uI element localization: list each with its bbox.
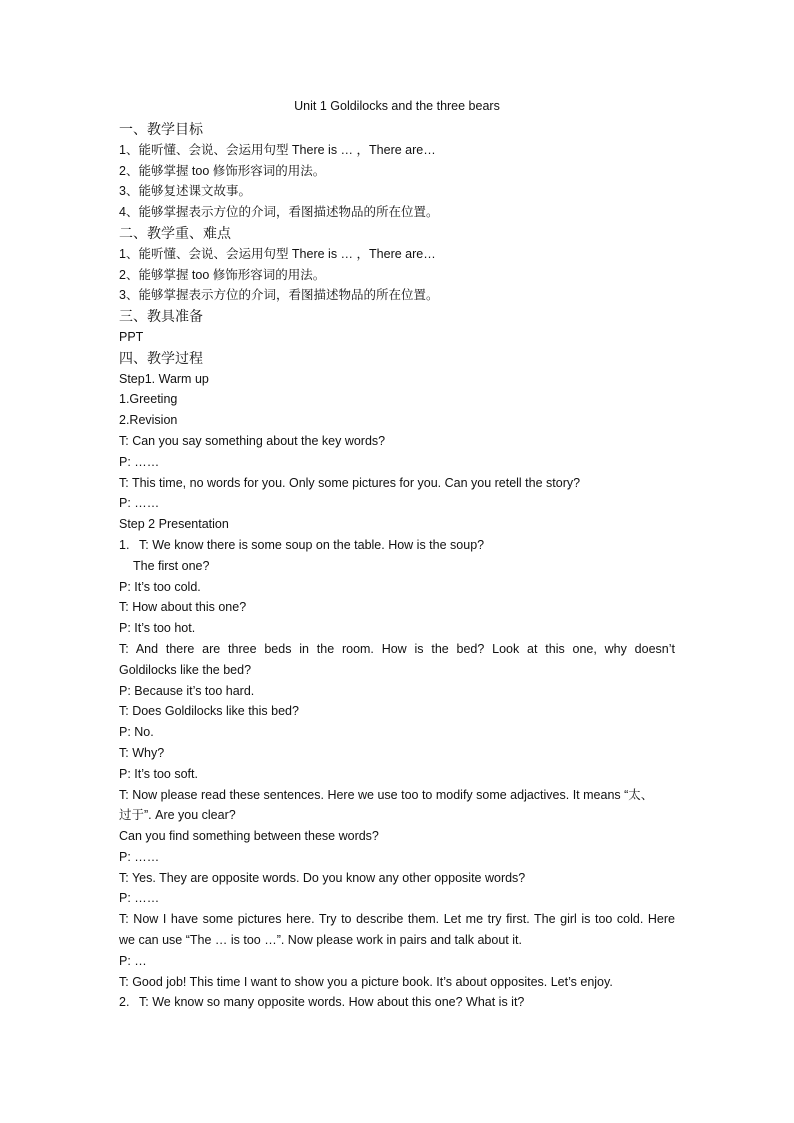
dialogue-line: T: Does Goldilocks like this bed? bbox=[119, 704, 299, 719]
dialogue-line: T: Yes. They are opposite words. Do you know any other opposite words? bbox=[119, 870, 526, 885]
dialogue-line: T: This time, no words for you. Only some pictures for you. Can you retell the story? bbox=[119, 475, 581, 490]
section-heading-materials: 三、教具准备 bbox=[119, 308, 203, 325]
dialogue-line: T: Now I have some pictures here. Try to describe them. Let me try first. The girl is too cold. Here bbox=[119, 912, 675, 927]
dialogue-line: P: …… bbox=[119, 849, 160, 864]
dialogue-line: P: …… bbox=[119, 496, 160, 511]
dialogue-line: P: It’s too soft. bbox=[119, 766, 198, 781]
dialogue-line: P: Because it’s too hard. bbox=[119, 683, 255, 698]
dialogue-line: P: It’s too hot. bbox=[119, 621, 196, 636]
key-point-item: 3、能够掌握表示方位的介词，看图描述物品的所在位置。 bbox=[119, 288, 439, 303]
step-heading: Step1. Warm up bbox=[119, 371, 209, 386]
item-text: T: We know so many opposite words. How about this one? What is it? bbox=[139, 995, 525, 1010]
dialogue-line: we can use “The … is too …”. Now please work in pairs and talk about it. bbox=[119, 933, 522, 948]
dialogue-line: P: No. bbox=[119, 725, 154, 740]
step-heading: Step 2 Presentation bbox=[119, 517, 229, 532]
dialogue-line: T: And there are three beds in the room. How is the bed? Look at this one, why doesn’t bbox=[119, 641, 675, 656]
dialogue-line: T: How about this one? bbox=[119, 600, 247, 615]
procedure-line: 1.Greeting bbox=[119, 392, 178, 407]
dialogue-line: P: …… bbox=[119, 454, 160, 469]
objective-item: 1、能听懂、会说、会运用句型 There is … ，There are… bbox=[119, 142, 436, 157]
item-number: 1. bbox=[119, 537, 130, 552]
dialogue-line: Goldilocks like the bed? bbox=[119, 662, 252, 677]
dialogue-line: Can you find something between these words? bbox=[119, 829, 379, 844]
key-point-item: 2、能够掌握 too 修饰形容词的用法。 bbox=[119, 267, 326, 282]
dialogue-line: T: Good job! This time I want to show you a picture book. It’s about opposites. Let’s enjoy. bbox=[119, 974, 613, 989]
objective-item: 3、能够复述课文故事。 bbox=[119, 184, 251, 199]
material-item: PPT bbox=[119, 329, 144, 344]
objective-item: 2、能够掌握 too 修饰形容词的用法。 bbox=[119, 163, 326, 178]
dialogue-line: P: …… bbox=[119, 891, 160, 906]
item-text: T: We know there is some soup on the table. How is the soup? bbox=[139, 537, 485, 552]
dialogue-line: The first one? bbox=[133, 558, 210, 573]
dialogue-line: T: Why? bbox=[119, 745, 165, 760]
section-heading-objectives: 一、教学目标 bbox=[119, 121, 203, 137]
numbered-item bbox=[119, 535, 675, 556]
procedure-line: 2.Revision bbox=[119, 413, 178, 428]
document-title: Unit 1 Goldilocks and the three bears bbox=[294, 99, 500, 113]
key-point-item: 1、能听懂、会说、会运用句型 There is … ，There are… bbox=[119, 246, 436, 261]
dialogue-line: 过于”. Are you clear? bbox=[119, 808, 236, 823]
objective-item: 4、能够掌握表示方位的介词，看图描述物品的所在位置。 bbox=[119, 205, 439, 220]
dialogue-line: T: Can you say something about the key words? bbox=[119, 433, 386, 448]
section-heading-key-points: 二、教学重、难点 bbox=[119, 224, 231, 241]
dialogue-line: T: Now please read these sentences. Here we use too to modify some adjactives. It means “太、 bbox=[119, 787, 654, 802]
document-body bbox=[119, 119, 675, 1013]
item-number: 2. bbox=[119, 995, 130, 1010]
dialogue-line: P: It’s too cold. bbox=[119, 579, 201, 594]
dialogue-line: P: … bbox=[119, 953, 147, 968]
numbered-item bbox=[119, 992, 675, 1013]
section-heading-procedure: 四、教学过程 bbox=[119, 349, 203, 366]
